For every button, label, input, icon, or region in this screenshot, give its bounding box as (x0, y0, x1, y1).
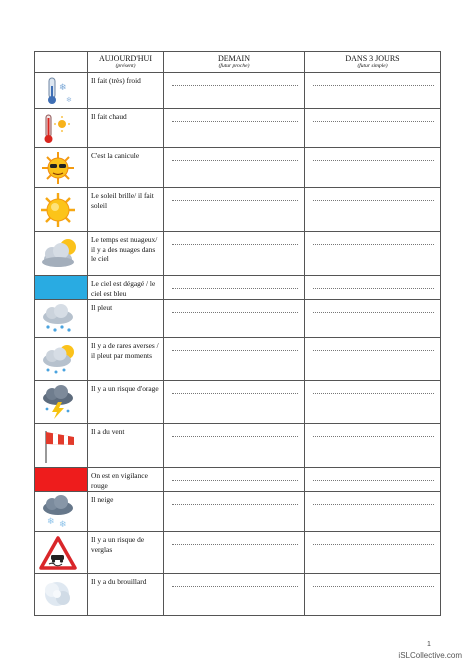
expression-label: Il neige (91, 495, 114, 504)
answer-in3days[interactable] (305, 148, 441, 188)
thermometer-hot-icon (38, 112, 82, 146)
icon-cell (35, 300, 88, 338)
answer-in3days[interactable] (305, 109, 441, 148)
weather-row (35, 276, 441, 300)
answer-tomorrow[interactable] (164, 109, 305, 148)
header-in3days (305, 52, 441, 73)
expression-label: Il fait chaud (91, 112, 127, 121)
header-tomorrow-tense: (futur proche) (218, 63, 250, 69)
weather-vocabulary-table (34, 51, 441, 616)
sun-sunglasses-icon (38, 151, 84, 185)
weather-row (35, 73, 441, 109)
weather-row (35, 300, 441, 338)
icon-cell (35, 532, 88, 574)
weather-row (35, 468, 441, 492)
storm-cloud-icon (38, 384, 84, 420)
answer-tomorrow[interactable] (164, 300, 305, 338)
weather-row (35, 574, 441, 616)
icon-cell (35, 338, 88, 381)
answer-tomorrow[interactable] (164, 276, 305, 300)
rain-cloud-icon (38, 303, 84, 335)
weather-row (35, 424, 441, 468)
answer-tomorrow[interactable] (164, 532, 305, 574)
weather-row (35, 338, 441, 381)
expression-label: Il a du vent (91, 427, 125, 436)
weather-row (35, 188, 441, 232)
icon-cell (35, 276, 88, 300)
header-icon-cell (35, 52, 88, 73)
icon-cell (35, 109, 88, 148)
weather-row (35, 109, 441, 148)
answer-tomorrow[interactable] (164, 232, 305, 276)
icon-cell (35, 424, 88, 468)
weather-row (35, 232, 441, 276)
answer-tomorrow[interactable] (164, 148, 305, 188)
expression-label: Le soleil brille/ il fait soleil (91, 191, 154, 210)
answer-tomorrow[interactable] (164, 381, 305, 424)
icon-cell (35, 73, 88, 109)
answer-in3days[interactable] (305, 300, 441, 338)
answer-tomorrow[interactable] (164, 188, 305, 232)
expression-label: Il y a du brouillard (91, 577, 147, 586)
red-alert-block (35, 468, 87, 491)
icon-cell (35, 574, 88, 616)
answer-in3days[interactable] (305, 532, 441, 574)
svg-text:❄: ❄ (59, 519, 67, 529)
svg-text:❄: ❄ (66, 96, 72, 104)
sun-icon (38, 191, 84, 229)
answer-in3days[interactable] (305, 381, 441, 424)
icon-cell (35, 188, 88, 232)
answer-tomorrow[interactable] (164, 424, 305, 468)
cloud-sun-icon (38, 235, 84, 273)
ice-warning-sign-icon (38, 535, 84, 571)
watermark-brand: iSLCollective.com (398, 651, 462, 660)
answer-in3days[interactable] (305, 276, 441, 300)
expression-label: Le temps est nuageux/ il y a des nuages dans le ciel (91, 235, 158, 263)
page-number: 1 (427, 641, 431, 648)
weather-row (35, 492, 441, 532)
expression-label: C'est la canicule (91, 151, 140, 160)
expression-label: Le ciel est dégagé / le ciel est bleu (91, 279, 156, 298)
header-tomorrow-label: DEMAIN (218, 54, 250, 63)
expression-label: Il y a de rares averses / il pleut par moments (91, 341, 159, 360)
icon-cell (35, 148, 88, 188)
header-today-label: AUJOURD'HUI (99, 54, 152, 63)
answer-in3days[interactable] (305, 188, 441, 232)
answer-in3days[interactable] (305, 492, 441, 532)
header-row (35, 52, 441, 73)
answer-in3days[interactable] (305, 338, 441, 381)
svg-text:❄: ❄ (47, 516, 55, 526)
windsock-icon (38, 427, 84, 465)
expression-label: Il pleut (91, 303, 113, 312)
sun-rain-cloud-icon (38, 341, 84, 377)
weather-row (35, 381, 441, 424)
answer-tomorrow[interactable] (164, 73, 305, 109)
icon-cell (35, 381, 88, 424)
answer-in3days[interactable] (305, 574, 441, 616)
answer-in3days[interactable] (305, 232, 441, 276)
expression-label: On est en vigilance rouge (91, 471, 148, 490)
header-today-tense: (présent) (115, 63, 136, 69)
expression-label: Il y a un risque d'orage (91, 384, 159, 393)
answer-tomorrow[interactable] (164, 574, 305, 616)
answer-tomorrow[interactable] (164, 468, 305, 492)
expression-label: Il y a un risque de verglas (91, 535, 145, 554)
icon-cell (35, 492, 88, 532)
weather-row (35, 148, 441, 188)
icon-cell (35, 232, 88, 276)
answer-in3days[interactable] (305, 73, 441, 109)
icon-cell (35, 468, 88, 492)
weather-row (35, 532, 441, 574)
svg-text:❄: ❄ (59, 82, 67, 92)
answer-in3days[interactable] (305, 424, 441, 468)
header-today (88, 52, 164, 73)
thermometer-cold-icon (38, 76, 82, 106)
answer-in3days[interactable] (305, 468, 441, 492)
answer-tomorrow[interactable] (164, 338, 305, 381)
header-in3days-label: DANS 3 JOURS (345, 54, 400, 63)
blue-sky-block (35, 276, 87, 299)
answer-tomorrow[interactable] (164, 492, 305, 532)
expression-label: Il fait (très) froid (91, 76, 141, 85)
header-in3days-tense: (futur simple) (357, 63, 388, 69)
fog-icon (38, 577, 84, 613)
header-tomorrow (164, 52, 305, 73)
snow-cloud-icon (38, 495, 84, 529)
